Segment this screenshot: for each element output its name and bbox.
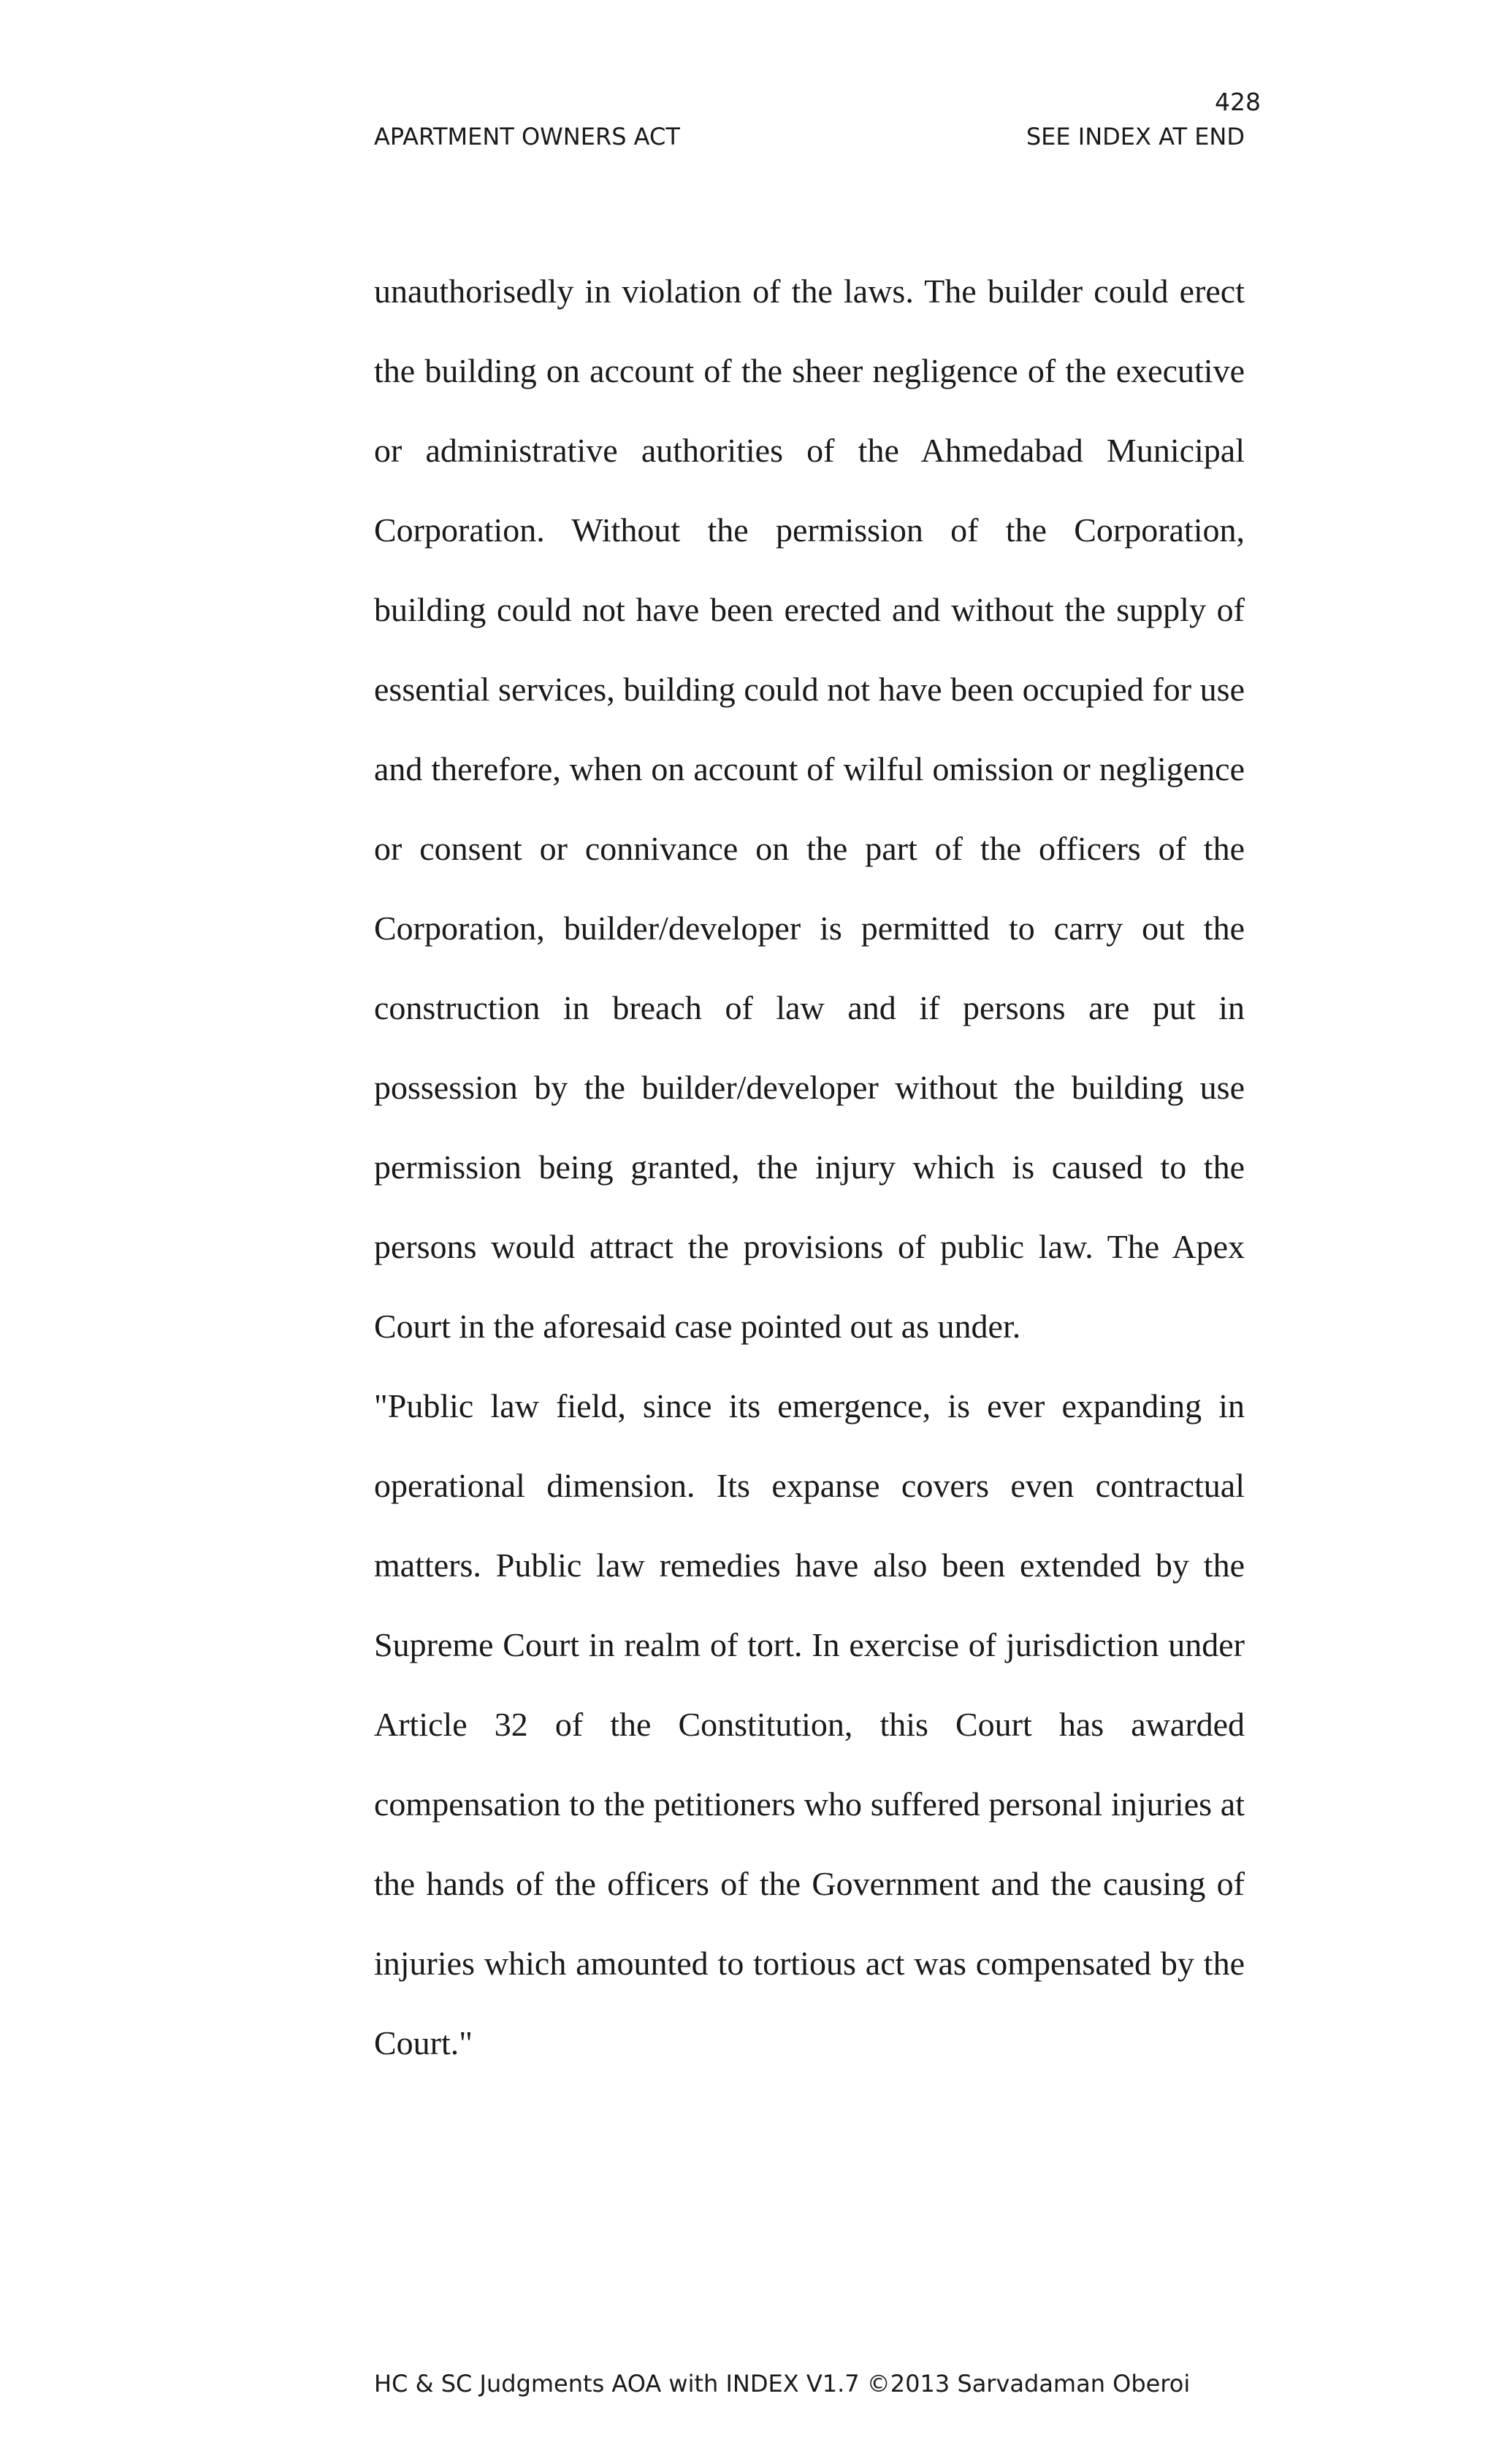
running-header: [374, 122, 1245, 151]
page-number: 428: [1215, 88, 1261, 116]
page-footer: HC & SC Judgments AOA with INDEX V1.7 ©2013 Sarvadaman Oberoi: [374, 2370, 1191, 2398]
running-title: APARTMENT OWNERS ACT: [374, 123, 680, 150]
index-note: SEE INDEX AT END: [1026, 123, 1245, 150]
quoted-passage: "Public law field, since its emergence, is ever expanding in operational dimension. Its expanse covers even contractual matters. Public law remedies have also been extended by the Supreme Court in realm of tort. In exercise of jurisdiction under Article 32 of the Constitution, this Court has awarded compensation to the petitioners who suffered personal injuries at the hands of the officers of the Government and the causing of injuries which amounted to tortious act was compensated by the Court.": [374, 1387, 1245, 2061]
body-paragraph: unauthorisedly in violation of the laws. The builder could erect the building on account of the sheer negligence of the executive or administrative authorities of the Ahmedabad Municipal Corporation. Without the permission of the Corporation, building could not have been erected and without the supply of essential services, building could not have been occupied for use and therefore, when on account of wilful omission or negligence or consent or connivance on the part of the officers of the Corporation, builder/developer is permitted to carry out the construction in breach of law and if persons are put in possession by the builder/developer without the building use permission being granted, the injury which is caused to the persons would attract the provisions of public law. The Apex Court in the aforesaid case pointed out as under.: [374, 272, 1245, 1345]
document-body: [374, 251, 1245, 2083]
